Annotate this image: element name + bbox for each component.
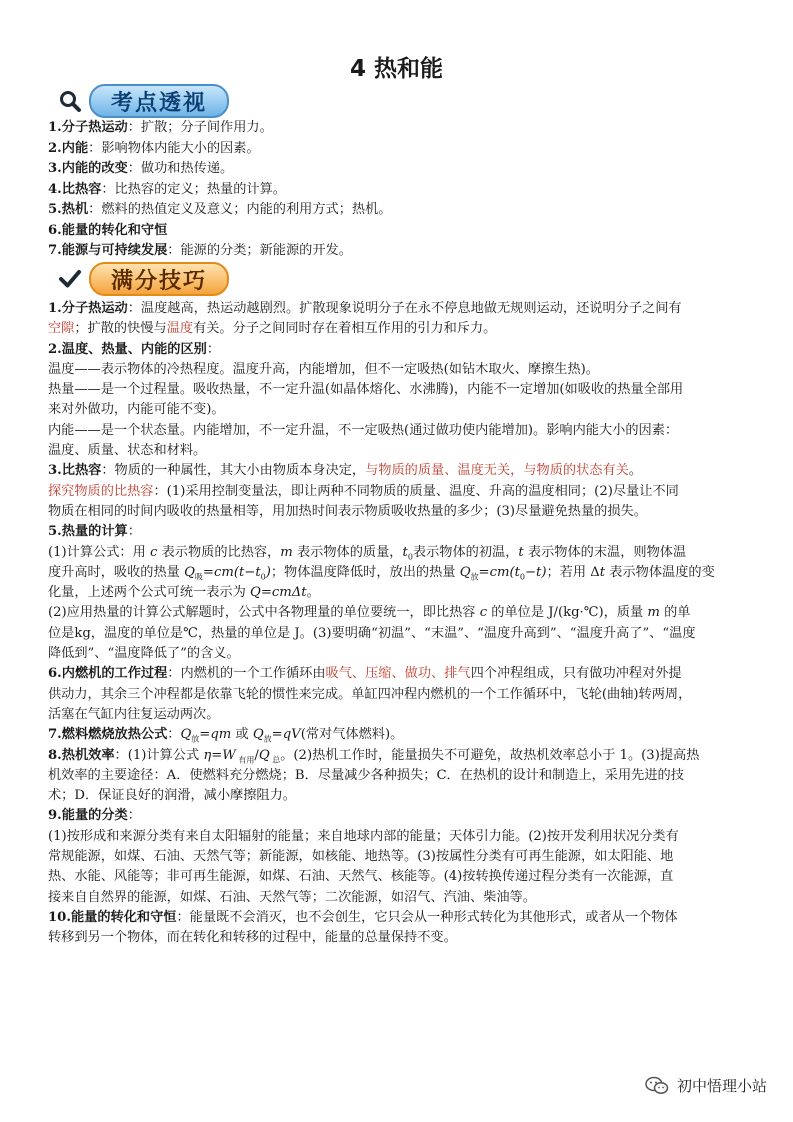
- banner-tips-label: 满分技巧: [89, 262, 229, 296]
- paragraph-line: 转移到另一个物体，而在转化和转移的过程中，能量的总量保持不变。: [48, 930, 457, 946]
- paragraph-line: 接来自自然界的能源，如煤、石油、天然气等；二次能源，如沼气、汽油、柴油等。: [48, 889, 536, 905]
- paragraph-line: 降低到”、“温度降低了”的含义。: [48, 646, 240, 662]
- paragraph-line: 位是kg，温度的单位是℃，热量的单位是 J。(3)要明确“初温”、“末温”、“温度升高到”、“温度升高了”、“温度: [48, 625, 696, 641]
- paragraph-heading: 5.热量的计算：: [48, 524, 141, 540]
- paragraph-line: (1)按形成和来源分类有来自太阳辐射的能量；来自地球内部的能量；天体引力能。(2)按开发利用状况分类有: [48, 828, 679, 844]
- paragraph-line: 8.热机效率：(1)计算公式 η=W $_{有用}$/Q $_总$。(2)热机工作时，能量损失不可避免，故热机效率总小于 1。(3)提高热: [48, 747, 700, 765]
- search-icon: [55, 86, 85, 116]
- paragraph-line: 内能——是一个状态量。内能增加，不一定升温，不一定吸热(通过做功使内能增加)。影响内能大小的因素：: [48, 422, 679, 438]
- kaodian-list: [48, 118, 748, 262]
- paragraph-line: 度升高时，吸收的热量 $Q_吸=cm(t-t_0)$；物体温度降低时，放出的热量 $Q_放=cm(t_0-t)$；若用 Δt 表示物体温度的变: [48, 564, 715, 582]
- page-title: 4 热和能: [349, 56, 443, 82]
- paragraph-line: 热量——是一个过程量。吸收热量，不一定升温(如晶体熔化、水沸腾)，内能不一定增加(如吸收的热量全部用: [48, 382, 684, 398]
- paragraph-line: 化量，上述两个公式可统一表示为 Q=cmΔt。: [48, 585, 320, 601]
- watermark: [645, 1075, 767, 1096]
- paragraph-line: 6.内燃机的工作过程：内燃机的一个工作循环由吸气、压缩、做功、排气四个冲程组成，只有做功冲程对外提: [48, 666, 682, 682]
- paragraph-line: (1)计算公式：用 c 表示物质的比热容，m 表示物体的质量，$t_0$表示物体的初温，t 表示物体的末温，则物体温: [48, 544, 687, 562]
- paragraph-line: 1.分子热运动：温度越高，热运动越剧烈。扩散现象说明分子在永不停息地做无规则运动，还说明分子之间有: [48, 301, 682, 316]
- paragraph-line: 7.燃料燃烧放热公式：$Q_放=qm$ 或 $Q_放=qV$(常对气体燃料)。: [48, 727, 404, 744]
- paragraph-line: 10.能量的转化和守恒：能量既不会消灭，也不会创生，它只会从一种形式转化为其他形式，或者从一个物体: [48, 909, 678, 925]
- paragraph-line: 物质在相同的时间内吸收的热量相等，用加热时间表示物质吸收热量的多少；(3)尽量避免热量的损失。: [48, 503, 647, 519]
- paragraph-line: 供动力，其余三个冲程都是依靠飞轮的惯性来完成。单缸四冲程内燃机的一个工作循环中，飞轮(曲轴)转两周，: [48, 686, 692, 702]
- list-item: 5.热机：燃料的热值定义及意义；内能的利用方式；热机。: [48, 202, 392, 217]
- list-item: 4.比热容：比热容的定义；热量的计算。: [48, 181, 286, 197]
- paragraph-line: 机效率的主要途径：A．使燃料充分燃烧；B．尽量减少各种损失；C．在热机的设计和制造上，采用先进的技: [48, 767, 684, 783]
- list-item: 3.内能的改变：做功和热传递。: [48, 161, 234, 176]
- banner-kaodian: [55, 84, 229, 118]
- paragraph-line: 术；D．保证良好的润滑，减小摩擦阻力。: [48, 788, 296, 804]
- paragraph-line: 来对外做功，内能可能不变)。: [48, 402, 225, 418]
- list-item: 1.分子热运动：扩散；分子间作用力。: [48, 120, 273, 135]
- list-item: 6.能量的转化和守恒: [48, 222, 168, 238]
- paragraph-heading: 9.能量的分类：: [48, 808, 141, 824]
- paragraph-line: 常规能源，如煤、石油、天然气等；新能源，如核能、地热等。(3)按属性分类有可再生能源，如太阳能、地: [48, 849, 674, 865]
- paragraph-line: 温度、质量、状态和材料。: [48, 443, 207, 459]
- tips-content: [48, 299, 748, 949]
- list-item: 2.内能：影响物体内能大小的因素。: [48, 140, 260, 156]
- paragraph-line: 温度——表示物体的冷热程度。温度升高，内能增加，但不一定吸热(如钻木取火、摩擦生热)。: [48, 361, 599, 377]
- watermark-text: 初中悟理小站: [676, 1077, 767, 1095]
- wechat-icon: [645, 1076, 669, 1096]
- list-item: 7.能源与可持续发展：能源的分类；新能源的开发。: [48, 243, 352, 258]
- paragraph-line: 探究物质的比热容：(1)采用控制变量法，即让两种不同物质的质量、温度、升高的温度相同；(2)尽量让不同: [48, 483, 679, 499]
- paragraph-line: 空隙；扩散的快慢与温度有关。分子之间同时存在着相互作用的引力和斥力。: [48, 321, 497, 337]
- paragraph-line: 3.比热容：物质的一种属性，其大小由物质本身决定，与物质的质量、温度无关，与物质的状态有关。: [48, 463, 643, 479]
- check-icon: [55, 264, 85, 294]
- paragraph-line: 热、水能、风能等；非可再生能源，如煤、石油、天然气、核能等。(4)按转换传递过程分类有一次能源，直: [48, 869, 674, 885]
- paragraph-heading: 2.温度、热量、内能的区别：: [48, 341, 221, 357]
- banner-tips: [55, 262, 229, 296]
- banner-kaodian-label: 考点透视: [89, 84, 229, 118]
- paragraph-line: (2)应用热量的计算公式解题时，公式中各物理量的单位要统一，即比热容 c 的单位是 J/(kg·℃)，质量 m 的单: [48, 605, 691, 621]
- paragraph-line: 活塞在气缸内往复运动两次。: [48, 706, 220, 722]
